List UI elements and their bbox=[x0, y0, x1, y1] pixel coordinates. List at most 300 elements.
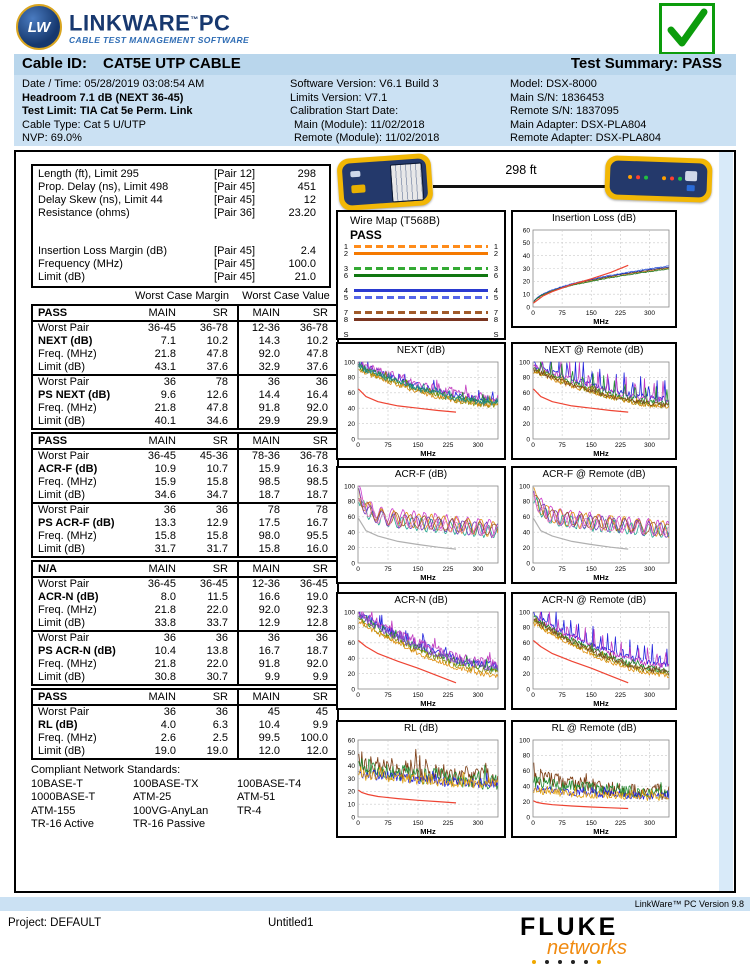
table-cell: 22.0 bbox=[206, 604, 228, 616]
table-cell: 15.8 bbox=[206, 476, 228, 488]
table-cell: 31.7 bbox=[154, 543, 176, 555]
table-group bbox=[33, 322, 337, 374]
svg-text:0: 0 bbox=[356, 442, 360, 449]
table-row bbox=[33, 732, 337, 745]
table-cell: 16.6 bbox=[237, 591, 289, 604]
svg-text:0: 0 bbox=[526, 436, 530, 444]
header-field: Calibration Start Date: bbox=[290, 105, 399, 118]
pin-label: 3 bbox=[493, 264, 499, 273]
svg-text:0: 0 bbox=[531, 442, 535, 449]
svg-text:100: 100 bbox=[519, 609, 530, 617]
row-label: Limit (dB) bbox=[38, 415, 86, 427]
device-button-icon bbox=[685, 171, 697, 181]
table-row bbox=[33, 604, 337, 617]
row-label: RL (dB) bbox=[38, 719, 78, 731]
header-field: Main S/N: 1836453 bbox=[510, 91, 605, 104]
table-cell: 6.3 bbox=[212, 719, 228, 731]
svg-text:150: 150 bbox=[412, 692, 424, 699]
row-label: Freq. (MHz) bbox=[38, 530, 97, 542]
table-cell: Delay Skew (ns), Limit 44 bbox=[38, 194, 163, 206]
svg-text:100: 100 bbox=[344, 359, 355, 367]
svg-text:300: 300 bbox=[472, 442, 484, 449]
column-header: MAIN bbox=[237, 562, 289, 576]
pin-label: 4 bbox=[493, 286, 499, 295]
table-cell: 36-45 bbox=[147, 578, 176, 590]
table-cell: 17.5 bbox=[237, 517, 289, 530]
svg-text:80: 80 bbox=[347, 498, 355, 506]
wire-line bbox=[354, 289, 488, 292]
table-cell: 21.8 bbox=[154, 402, 176, 414]
row-label: Worst Pair bbox=[38, 450, 90, 462]
row-label: Freq. (MHz) bbox=[38, 348, 97, 360]
standard-item: TR-4 bbox=[237, 804, 262, 817]
chart-acrf bbox=[336, 466, 506, 584]
wiremap-rows bbox=[341, 243, 501, 338]
lw-badge-icon: LW bbox=[16, 4, 62, 50]
svg-text:75: 75 bbox=[384, 820, 392, 827]
table-cell: 36-45 bbox=[147, 450, 176, 462]
wire-line bbox=[354, 318, 488, 321]
status-badge: PASS bbox=[38, 435, 68, 447]
svg-text:0: 0 bbox=[526, 560, 530, 568]
svg-text:100: 100 bbox=[519, 359, 530, 367]
row-label: PS ACR-F (dB) bbox=[38, 517, 115, 529]
standard-item: 10BASE-T bbox=[31, 777, 83, 790]
chart-next bbox=[336, 342, 506, 460]
column-header: MAIN bbox=[148, 563, 176, 575]
svg-text:40: 40 bbox=[347, 762, 355, 770]
svg-text:0: 0 bbox=[356, 566, 360, 573]
svg-text:40: 40 bbox=[522, 529, 530, 537]
table-cell: 4.0 bbox=[160, 719, 176, 731]
wiremap-row bbox=[341, 265, 501, 272]
table-row bbox=[33, 645, 337, 658]
column-header: MAIN bbox=[148, 691, 176, 703]
svg-text:40: 40 bbox=[522, 783, 530, 791]
row-label: ACR-N (dB) bbox=[38, 591, 99, 603]
table-row bbox=[33, 591, 337, 604]
standard-item: TR-16 Passive bbox=[133, 818, 206, 830]
table-cell: Resistance (ohms) bbox=[38, 207, 130, 219]
row-label: Limit (dB) bbox=[38, 671, 86, 683]
fluke-networks-logo bbox=[520, 915, 690, 964]
table-cell: [Pair 45] bbox=[214, 181, 255, 193]
table-row bbox=[33, 706, 337, 719]
row-label: Worst Pair bbox=[38, 578, 90, 590]
svg-text:0: 0 bbox=[351, 814, 355, 822]
header-field: Remote Adapter: DSX-PLA804 bbox=[510, 132, 662, 145]
svg-text:225: 225 bbox=[614, 442, 626, 449]
table-cell: 12.0 bbox=[237, 745, 289, 758]
logo-title bbox=[69, 9, 249, 34]
header-info-col1 bbox=[22, 78, 204, 146]
main-tester-device bbox=[336, 153, 433, 211]
svg-text:20: 20 bbox=[347, 788, 355, 796]
wiremap-row bbox=[341, 294, 501, 301]
trademark-symbol: ™ bbox=[190, 15, 199, 25]
table-cell: 2.5 bbox=[212, 732, 228, 744]
table-row bbox=[33, 476, 337, 489]
table-row bbox=[33, 632, 337, 645]
svg-text:80: 80 bbox=[522, 752, 530, 760]
chart-rl-remote bbox=[511, 720, 677, 838]
wiremap-row bbox=[341, 272, 501, 279]
table-cell: 11.5 bbox=[207, 591, 228, 603]
wire-line bbox=[354, 267, 488, 270]
column-header: SR bbox=[312, 691, 328, 703]
table-group bbox=[33, 374, 337, 428]
svg-text:60: 60 bbox=[347, 737, 355, 745]
svg-text:0: 0 bbox=[356, 820, 360, 827]
table-row bbox=[33, 207, 329, 220]
svg-text:150: 150 bbox=[585, 820, 597, 827]
svg-text:MHz: MHz bbox=[420, 573, 436, 582]
header-field: Test Limit: TIA Cat 5e Perm. Link bbox=[22, 105, 193, 118]
table-cell: 36 bbox=[163, 706, 176, 718]
svg-text:0: 0 bbox=[531, 820, 535, 827]
svg-text:20: 20 bbox=[347, 670, 355, 678]
svg-text:150: 150 bbox=[585, 566, 597, 573]
table-cell: 21.8 bbox=[154, 658, 176, 670]
table-cell: 19.0 bbox=[206, 745, 228, 757]
column-header: SR bbox=[212, 563, 228, 575]
row-label: PS ACR-N (dB) bbox=[38, 645, 116, 657]
table-cell: 21.8 bbox=[154, 348, 176, 360]
svg-text:20: 20 bbox=[522, 544, 530, 552]
device-button-icon bbox=[351, 184, 366, 193]
table-cell: 47.8 bbox=[306, 348, 328, 360]
svg-text:300: 300 bbox=[644, 310, 656, 317]
table-cell: 9.9 bbox=[312, 671, 328, 683]
table-cell: 91.8 bbox=[237, 658, 289, 671]
device-screen-icon bbox=[390, 162, 425, 202]
standard-item: ATM-25 bbox=[133, 791, 172, 803]
table-cell: [Pair 45] bbox=[214, 245, 255, 257]
standard-item: TR-16 Active bbox=[31, 818, 94, 830]
svg-text:MHz: MHz bbox=[593, 317, 609, 326]
svg-text:MHz: MHz bbox=[420, 449, 436, 458]
table-cell: 99.5 bbox=[237, 732, 289, 745]
svg-text:50: 50 bbox=[522, 240, 530, 248]
table-cell: 19.0 bbox=[154, 745, 176, 757]
svg-text:60: 60 bbox=[522, 390, 530, 398]
table-cell: 16.0 bbox=[306, 543, 328, 555]
table-cell: 2.4 bbox=[300, 245, 316, 257]
svg-text:100: 100 bbox=[519, 483, 530, 491]
table-cell: 36 bbox=[163, 504, 176, 516]
logo-title-pc: PC bbox=[198, 10, 231, 36]
column-header: MAIN bbox=[237, 690, 289, 704]
table-cell: 298 bbox=[297, 168, 316, 180]
table-cell: 92.0 bbox=[237, 604, 289, 617]
table-cell: 14.3 bbox=[237, 335, 289, 348]
table-cell: 91.8 bbox=[237, 402, 289, 415]
wiremap-status: PASS bbox=[350, 228, 382, 242]
table-cell: 451 bbox=[297, 181, 316, 193]
svg-text:300: 300 bbox=[644, 442, 656, 449]
table-cell: 9.9 bbox=[312, 719, 328, 731]
fluke-wordmark: FLUKE bbox=[520, 913, 619, 941]
svg-text:300: 300 bbox=[472, 692, 484, 699]
pin-label: 3 bbox=[343, 264, 349, 273]
next-results-table bbox=[31, 304, 339, 430]
svg-text:225: 225 bbox=[442, 692, 454, 699]
row-label: Worst Pair bbox=[38, 706, 90, 718]
table-cell: 15.8 bbox=[154, 530, 176, 542]
svg-text:60: 60 bbox=[522, 768, 530, 776]
row-label: Limit (dB) bbox=[38, 543, 86, 555]
table-row bbox=[33, 181, 329, 194]
table-cell: 15.9 bbox=[154, 476, 176, 488]
svg-text:MHz: MHz bbox=[420, 827, 436, 836]
table-spacer bbox=[33, 220, 329, 245]
pin-label: 2 bbox=[493, 249, 499, 258]
table-cell: Frequency (MHz) bbox=[38, 258, 123, 270]
pin-label: 1 bbox=[493, 242, 499, 251]
table-cell: 31.7 bbox=[206, 543, 228, 555]
table-cell: 32.9 bbox=[237, 361, 289, 374]
table-row bbox=[33, 415, 337, 428]
svg-text:100: 100 bbox=[344, 483, 355, 491]
svg-text:80: 80 bbox=[347, 624, 355, 632]
page-edge-strip bbox=[719, 152, 733, 891]
table-cell: 45 bbox=[315, 706, 328, 718]
svg-text:20: 20 bbox=[522, 798, 530, 806]
table-cell: Insertion Loss Margin (dB) bbox=[38, 245, 167, 257]
table-header-row bbox=[33, 690, 337, 706]
acrn-results-table bbox=[31, 560, 339, 686]
table-cell: 45 bbox=[237, 706, 289, 719]
chart-insertion-loss bbox=[511, 210, 677, 328]
device-face bbox=[609, 160, 707, 197]
table-row bbox=[33, 322, 337, 335]
svg-text:0: 0 bbox=[531, 310, 535, 317]
rl-results-table bbox=[31, 688, 339, 760]
svg-text:60: 60 bbox=[347, 390, 355, 398]
svg-text:225: 225 bbox=[442, 566, 454, 573]
wiremap-title: Wire Map (T568B) bbox=[350, 215, 440, 227]
header-field: Remote S/N: 1837095 bbox=[510, 105, 619, 118]
chart-plot bbox=[513, 482, 675, 583]
table-row bbox=[33, 517, 337, 530]
pin-label: 4 bbox=[343, 286, 349, 295]
status-badge: PASS bbox=[38, 691, 68, 703]
chart-acrn bbox=[336, 592, 506, 710]
table-row bbox=[33, 335, 337, 348]
svg-text:75: 75 bbox=[384, 692, 392, 699]
table-cell: 36 bbox=[315, 632, 328, 644]
table-cell: 13.8 bbox=[206, 645, 228, 657]
wiremap-row bbox=[341, 331, 501, 338]
svg-text:75: 75 bbox=[558, 310, 566, 317]
pin-label: 7 bbox=[493, 308, 499, 317]
standard-item: 100BASE-TX bbox=[133, 777, 199, 790]
chart-title: Insertion Loss (dB) bbox=[552, 213, 636, 224]
column-header: SR bbox=[212, 691, 228, 703]
table-cell: 34.7 bbox=[206, 489, 228, 501]
row-label: Limit (dB) bbox=[38, 745, 86, 757]
wiremap-panel bbox=[336, 210, 506, 340]
table-cell: 15.8 bbox=[237, 543, 289, 556]
table-cell: 15.9 bbox=[237, 463, 289, 476]
checkmark-glyph bbox=[662, 6, 712, 52]
header-field: Main (Module): 11/02/2018 bbox=[294, 118, 425, 131]
svg-text:0: 0 bbox=[531, 692, 535, 699]
column-header: SR bbox=[312, 307, 328, 319]
svg-text:MHz: MHz bbox=[593, 699, 609, 708]
svg-text:40: 40 bbox=[522, 655, 530, 663]
standards-title: Compliant Network Standards: bbox=[31, 764, 181, 776]
header-field: Main Adapter: DSX-PLA804 bbox=[510, 118, 647, 131]
svg-text:150: 150 bbox=[412, 820, 424, 827]
svg-text:0: 0 bbox=[531, 566, 535, 573]
svg-text:80: 80 bbox=[522, 374, 530, 382]
pin-label: S bbox=[343, 330, 349, 339]
table-group bbox=[33, 450, 337, 502]
compliant-standards bbox=[31, 764, 341, 832]
wiremap-row bbox=[341, 316, 501, 323]
svg-text:0: 0 bbox=[351, 686, 355, 694]
cable-id-value: CAT5E UTP CABLE bbox=[103, 55, 241, 72]
table-cell: 12.0 bbox=[306, 745, 328, 757]
chart-plot bbox=[338, 608, 504, 709]
svg-text:75: 75 bbox=[384, 566, 392, 573]
svg-text:150: 150 bbox=[585, 692, 597, 699]
standard-item: ATM-51 bbox=[237, 791, 276, 803]
svg-text:300: 300 bbox=[472, 566, 484, 573]
column-header: MAIN bbox=[148, 435, 176, 447]
svg-text:60: 60 bbox=[522, 514, 530, 522]
table-cell: 100.0 bbox=[288, 258, 316, 270]
svg-text:80: 80 bbox=[522, 498, 530, 506]
table-cell: 21.8 bbox=[154, 604, 176, 616]
table-group bbox=[33, 706, 337, 758]
column-header: SR bbox=[212, 435, 228, 447]
table-row bbox=[33, 463, 337, 476]
chart-plot bbox=[513, 736, 675, 837]
table-cell: 98.5 bbox=[306, 476, 328, 488]
table-cell: 78 bbox=[315, 504, 328, 516]
table-cell: 36 bbox=[163, 632, 176, 644]
logo-title-linkware: LINKWARE bbox=[69, 10, 191, 36]
status-badge: N/A bbox=[38, 563, 57, 575]
chart-title: ACR-F @ Remote (dB) bbox=[542, 469, 646, 480]
row-label: Limit (dB) bbox=[38, 361, 86, 373]
pin-label: S bbox=[493, 330, 499, 339]
pin-label: 1 bbox=[343, 242, 349, 251]
svg-text:225: 225 bbox=[442, 820, 454, 827]
table-cell: 34.6 bbox=[206, 415, 228, 427]
table-cell: [Pair 45] bbox=[214, 271, 255, 283]
table-cell: 36 bbox=[237, 632, 289, 645]
column-header: MAIN bbox=[237, 306, 289, 320]
standard-item bbox=[237, 818, 337, 832]
table-cell: 10.7 bbox=[206, 463, 228, 475]
table-cell: 78-36 bbox=[237, 450, 289, 463]
table-cell: 100.0 bbox=[300, 732, 328, 744]
column-header: SR bbox=[312, 563, 328, 575]
chart-plot bbox=[338, 482, 504, 583]
pass-checkmark-icon bbox=[659, 3, 715, 55]
version-text: LinkWare™ PC Version 9.8 bbox=[634, 899, 744, 909]
svg-text:60: 60 bbox=[347, 514, 355, 522]
table-cell: 18.7 bbox=[237, 489, 289, 502]
cable-id bbox=[22, 55, 241, 72]
svg-text:150: 150 bbox=[585, 310, 597, 317]
table-row bbox=[33, 389, 337, 402]
chart-title: RL (dB) bbox=[403, 723, 439, 734]
table-row bbox=[33, 258, 329, 271]
svg-text:0: 0 bbox=[526, 814, 530, 822]
table-cell: 36 bbox=[215, 706, 228, 718]
table-row bbox=[33, 530, 337, 543]
wire-line bbox=[354, 252, 488, 255]
table-cell: 34.6 bbox=[154, 489, 176, 501]
logo-subtitle: CABLE TEST MANAGEMENT SOFTWARE bbox=[69, 34, 250, 45]
svg-text:80: 80 bbox=[522, 624, 530, 632]
pin-label: 8 bbox=[343, 315, 349, 324]
row-label: Limit (dB) bbox=[38, 617, 86, 629]
table-cell: 33.8 bbox=[154, 617, 176, 629]
chart-next-remote bbox=[511, 342, 677, 460]
svg-text:0: 0 bbox=[356, 692, 360, 699]
table-cell: 36-45 bbox=[299, 578, 328, 590]
linkware-logo bbox=[16, 4, 249, 50]
svg-text:0: 0 bbox=[351, 560, 355, 568]
header-field: Software Version: V6.1 Build 3 bbox=[290, 78, 439, 90]
row-label: NEXT (dB) bbox=[38, 335, 93, 347]
device-button-icon bbox=[350, 171, 360, 178]
column-header: SR bbox=[312, 435, 328, 447]
chart-title: RL @ Remote (dB) bbox=[551, 723, 637, 734]
table-cell: 10.4 bbox=[154, 645, 176, 657]
row-label: Worst Pair bbox=[38, 376, 90, 388]
table-cell: Prop. Delay (ns), Limit 498 bbox=[38, 181, 169, 193]
row-label: Worst Pair bbox=[38, 632, 90, 644]
header-field: Remote (Module): 11/02/2018 bbox=[294, 132, 440, 145]
cable-id-label: Cable ID: bbox=[22, 55, 88, 72]
table-cell: 8.0 bbox=[160, 591, 176, 603]
table-cell: 78 bbox=[237, 504, 289, 517]
svg-text:50: 50 bbox=[347, 750, 355, 758]
table-cell: 92.0 bbox=[237, 348, 289, 361]
svg-text:20: 20 bbox=[347, 544, 355, 552]
table-cell: 12-36 bbox=[237, 578, 289, 591]
svg-text:300: 300 bbox=[472, 820, 484, 827]
table-cell: 40.1 bbox=[154, 415, 176, 427]
file-name: Untitled1 bbox=[268, 917, 314, 929]
table-row bbox=[33, 402, 337, 415]
version-band bbox=[0, 897, 750, 911]
worst-case-value-header: Worst Case Value bbox=[242, 290, 330, 302]
pin-label: 2 bbox=[343, 249, 349, 258]
svg-text:300: 300 bbox=[644, 820, 656, 827]
table-group bbox=[33, 578, 337, 630]
wiremap-row bbox=[341, 287, 501, 294]
table-cell: 36-78 bbox=[299, 450, 328, 462]
table-header-row bbox=[33, 434, 337, 450]
chart-rl bbox=[336, 720, 506, 838]
device-face bbox=[342, 158, 429, 206]
wire-line bbox=[354, 245, 488, 248]
table-row bbox=[33, 271, 329, 284]
svg-text:30: 30 bbox=[522, 265, 530, 273]
row-label: PS NEXT (dB) bbox=[38, 389, 111, 401]
table-cell: 9.9 bbox=[237, 671, 289, 684]
status-badge: PASS bbox=[38, 307, 68, 319]
svg-text:300: 300 bbox=[644, 566, 656, 573]
table-cell: 21.0 bbox=[294, 271, 316, 283]
